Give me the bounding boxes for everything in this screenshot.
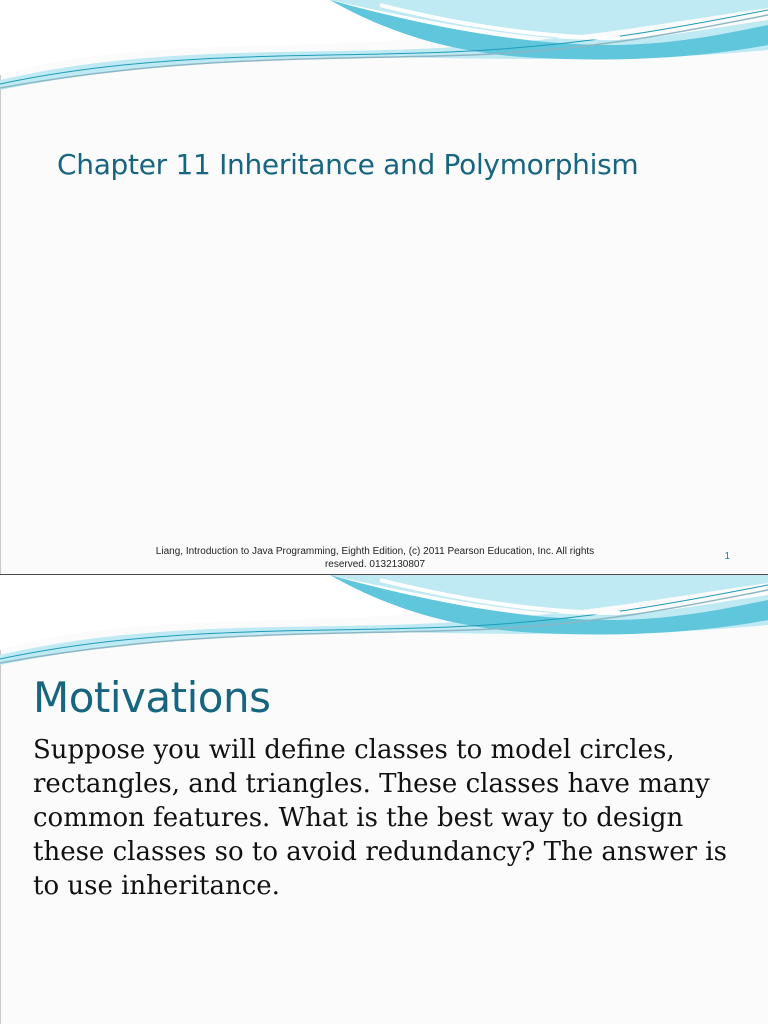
slide-body-text: Suppose you will define classes to model circles, rectangles, and triangles. These classes have many common features. What is the best way to design these classes so to avoid redundancy? The answer is to use inheritance. xyxy=(33,735,727,901)
slide-title: Motivations xyxy=(33,673,271,722)
slide-title: Chapter 11 Inheritance and Polymorphism xyxy=(57,148,639,181)
wave-header-decoration xyxy=(0,575,768,665)
wave-header-decoration xyxy=(0,0,768,90)
slide-footer: Liang, Introduction to Java Programming, Eighth Edition, (c) 2011 Pearson Education, Inc. All rights reserved. 0132130807 xyxy=(155,546,595,570)
slide-2 xyxy=(0,575,768,1024)
page-number: 1 xyxy=(724,551,730,562)
